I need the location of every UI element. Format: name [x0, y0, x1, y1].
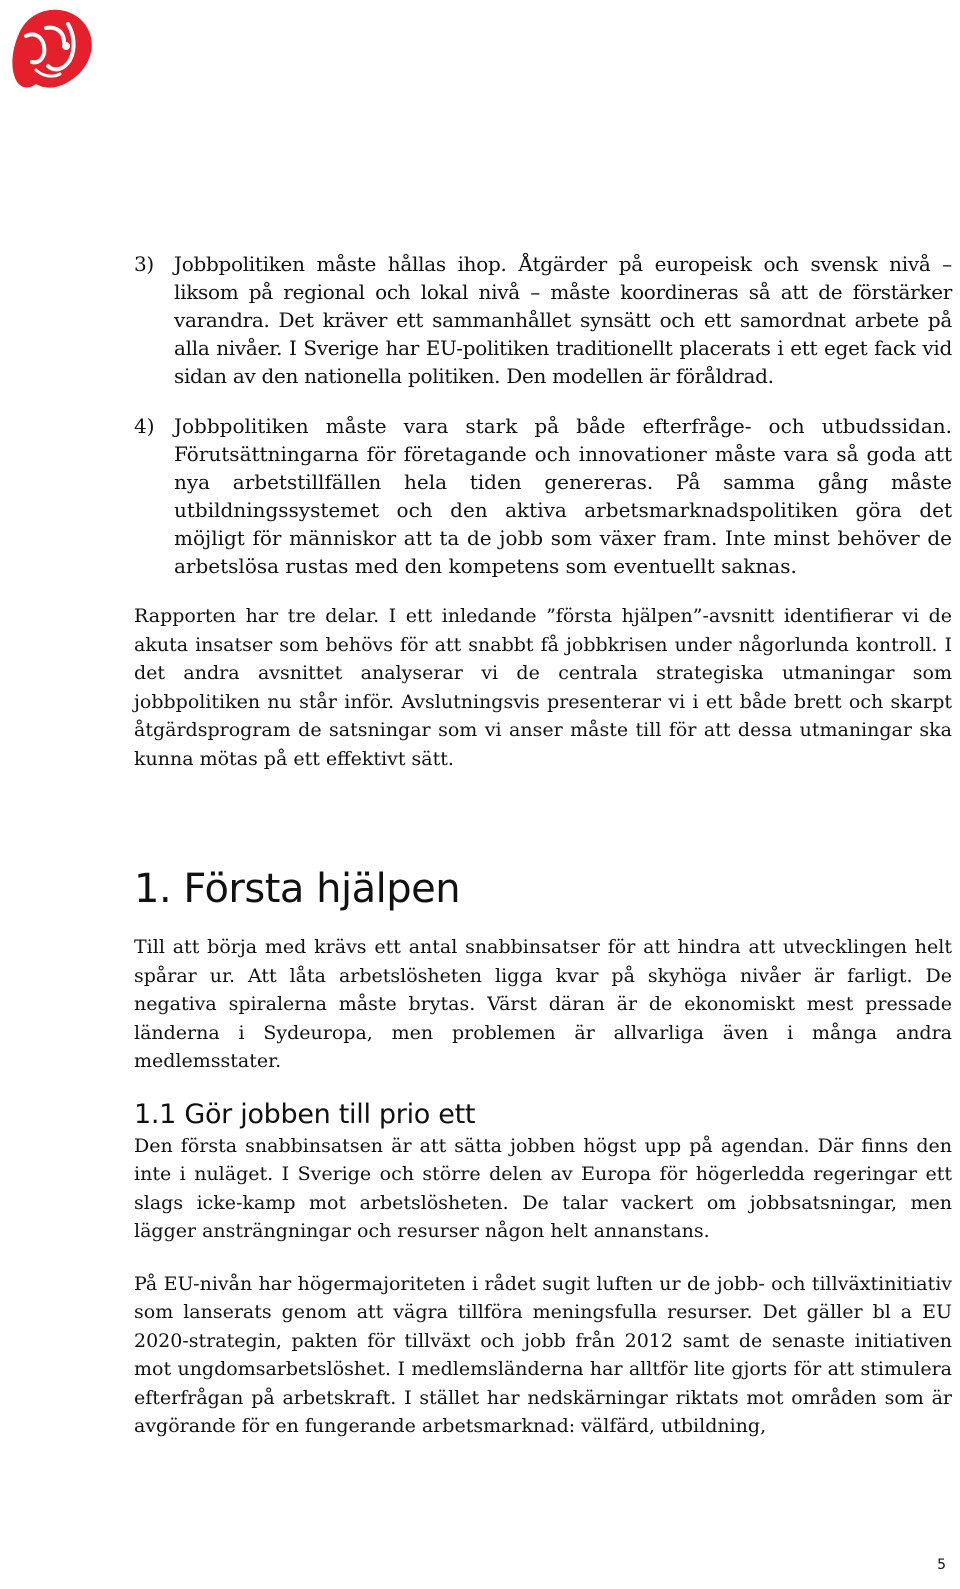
- list-item-number: 4): [134, 414, 155, 438]
- list-item: [134, 412, 952, 580]
- subsection-heading: 1.1 Gör jobben till prio ett: [134, 1098, 476, 1130]
- section-paragraph: Till att börja med krävs ett antal snabbinsatser för att hindra att utvecklingen helt spårar ur. Att låta arbetslösheten ligga kvar på skyhöga nivåer är farligt. De negativa spiralerna måste brytas. Värst däran är de ekonomiskt mest pressade länderna i Sydeuropa, men problemen är allvarliga även i många andra medlemsstater.: [134, 936, 952, 1072]
- list-item: [134, 250, 952, 390]
- intro-paragraph: Rapporten har tre delar. I ett inledande ”första hjälpen”-avsnitt identifierar vi de akuta insatser som behövs för att snabbt få jobbkrisen under någorlunda kontroll. I det andra avsnittet analyserar vi de centrala strategiska utmaningar som jobbpolitiken nu står inför. Avslutningsvis presenterar vi i ett både brett och skarpt åtgärdsprogram de satsningar som vi anser måste till för att dessa utmaningar ska kunna mötas på ett effektivt sätt.: [134, 605, 952, 770]
- section-heading: 1. Första hjälpen: [134, 866, 461, 912]
- list-item-text: Jobbpolitiken måste hållas ihop. Åtgärder på europeisk och svensk nivå – liksom på regional och lokal nivå – måste koordineras så att de förstärker varandra. Det kräver ett sammanhållet synsätt och ett samordnat arbete på alla nivåer. I Sverige har EU-politiken traditionellt placerats i ett eget fack vid sidan av den nationella politiken. Den modellen är föråldrad.: [174, 252, 952, 388]
- list-item-number: 3): [134, 252, 154, 276]
- subsection-paragraph: Den första snabbinsatsen är att sätta jobben högst upp på agendan. Där finns den inte i nuläget. I Sverige och större delen av Europa för högerledda regeringar ett slags icke-kamp mot arbetslösheten. De talar vackert om jobbsatsningar, men lägger ansträngningar och resurser någon helt annanstans.: [134, 1134, 952, 1242]
- document-body: [134, 250, 952, 1441]
- subsection-paragraph: På EU-nivån har högermajoriteten i rådet sugit luften ur de jobb- och tillväxtinitiativ som lanserats genom att vägra tillföra meningsfulla resurser. Det gäller bl a EU 2020-strategin, pakten för tillväxt och jobb från 2012 samt de senaste initiativen mot ungdomsarbetslöshet. I medlemsländerna har alltför lite gjorts för att stimulera efterfrågan på arbetskraft. I stället har nedskärningar riktats mot områden som är avgörande för en fungerande arbetsmarknad: välfärd, utbildning,: [134, 1272, 952, 1437]
- rose-logo-icon: [6, 6, 94, 92]
- list-item-text: Jobbpolitiken måste vara stark på både efterfråge- och utbudssidan. Förutsättningarna för företagande och innovationer måste vara så goda att nya arbetstillfällen hela tiden genereras. På samma gång måste utbildningssystemet och den aktiva arbetsmarknadspolitiken göra det möjligt för människor att ta de jobb som växer fram. Inte minst behöver de arbetslösa rustas med den kompetens som eventuellt saknas.: [174, 414, 952, 578]
- page-number: 5: [937, 1557, 946, 1573]
